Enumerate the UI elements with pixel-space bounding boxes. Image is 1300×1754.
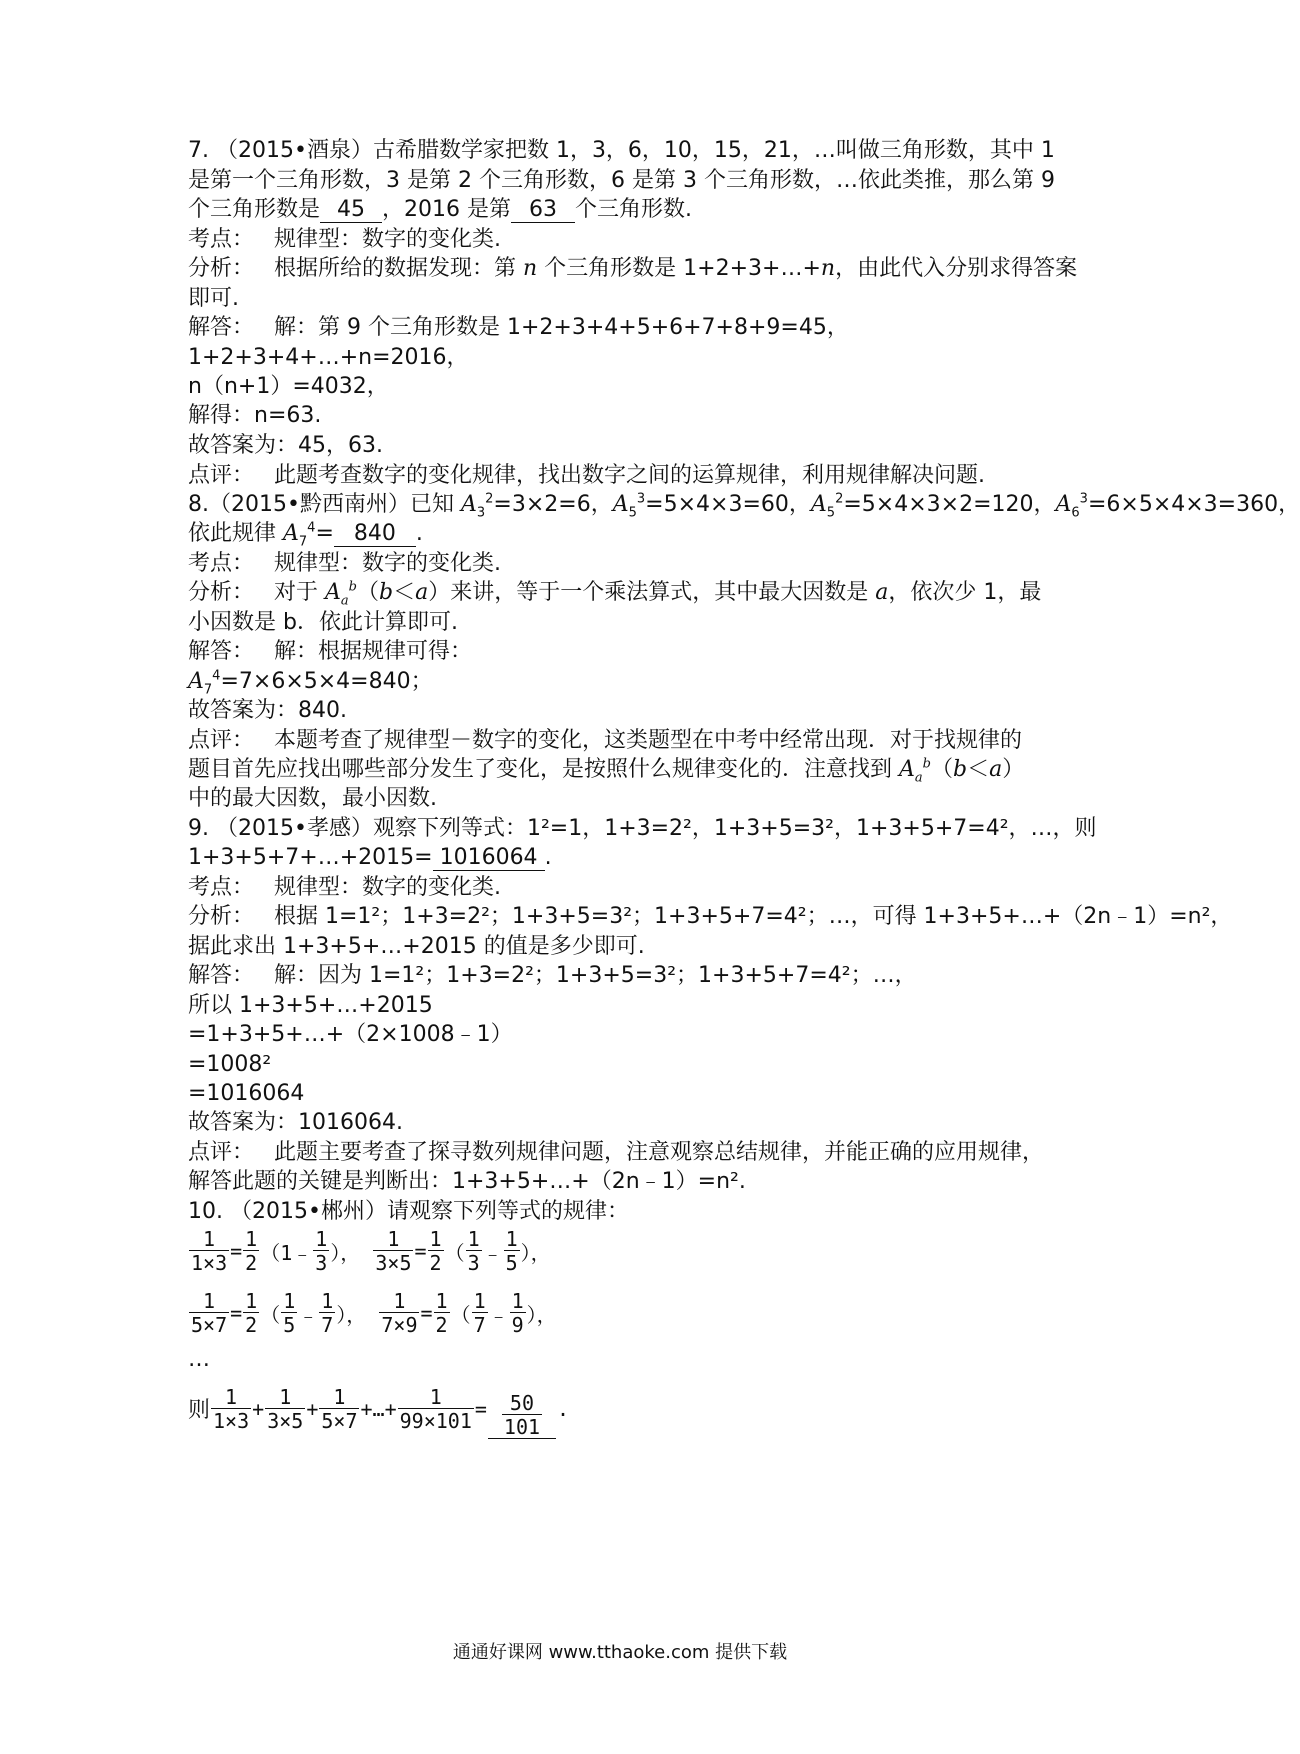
q8-dianping-3: 中的最大因数，最小因数. <box>188 786 437 811</box>
q7-jieda-5: 故答案为：45，63. <box>188 433 383 458</box>
q9-jieda-2: 所以 1+3+5+…+2015 <box>188 993 433 1018</box>
q8-dianping <box>188 726 1068 756</box>
fenxi-label: 分析： <box>188 904 255 929</box>
fenxi-text: 根据 1=1²；1+3=2²；1+3+5=3²；1+3+5+7=4²；…，可得 1+3+5+…+（2n﹣1）=n²， <box>274 904 1233 929</box>
kaodian-label: 考点： <box>188 227 255 252</box>
fenxi-text: 根据所给的数据发现：第 <box>274 256 523 281</box>
dianping-text: 此题主要考查了探寻数列规律问题，注意观察总结规律，并能正确的应用规律， <box>274 1140 1045 1165</box>
q8-fenxi-line2: 小因数是 b．依此计算即可. <box>188 610 458 635</box>
q9-dianping <box>188 1138 1068 1168</box>
dianping-label: 点评： <box>188 728 255 753</box>
q9-jieda-5: =1016064 <box>188 1081 305 1106</box>
q7-text: 个三角形数是 <box>188 197 321 222</box>
fraction: $\frac{1}{99\times 101}$ <box>399 1384 472 1433</box>
dianping-text: 本题考查了规律型－数字的变化，这类题型在中考中经常出现．对于找规律的 <box>274 728 1023 753</box>
q10-answer-numerator: 50 <box>509 1391 535 1415</box>
q7-kaodian <box>188 225 1068 255</box>
q9-text: . <box>544 845 552 870</box>
q8-line2: 依此规律 $A_7^4= 840$ . <box>188 520 423 550</box>
q9-fenxi-2: 据此求出 1+3+5+…+2015 的值是多少即可. <box>188 934 645 959</box>
q9-jieda <box>188 961 1068 991</box>
jieda-text: 解：第 9 个三角形数是 1+2+3+4+5+6+7+8+9=45， <box>274 315 849 340</box>
fenxi-text: 个三角形数是 1+2+3+…+ <box>537 256 821 281</box>
fraction: $\frac{1}{5}$ <box>283 1289 296 1337</box>
kaodian-text: 规律型：数字的变化类. <box>274 551 501 576</box>
fraction: $\frac{1}{2}$ <box>429 1227 442 1275</box>
fraction: $\frac{1}{7}$ <box>473 1289 486 1337</box>
fenxi-label: 分析： <box>188 256 255 281</box>
q7-line2: 是第一个三角形数，3 是第 2 个三角形数，6 是第 3 个三角形数，…依此类推，那么第 9 <box>188 168 1055 193</box>
fraction: $\frac{1}{3}$ <box>467 1227 480 1275</box>
q10-ellipsis: … <box>188 1347 210 1372</box>
q10-answer <box>488 1392 556 1439</box>
dianping-text: 题目首先应找出哪些部分发生了变化，是按照什么规律变化的．注意找到 <box>188 757 899 782</box>
fraction: $\frac{1}{3\times 5}$ <box>267 1384 304 1433</box>
fraction: $\frac{1}{2}$ <box>435 1289 448 1337</box>
fraction: $\frac{1}{2}$ <box>245 1227 258 1275</box>
fenxi-label: 分析： <box>188 580 255 605</box>
dianping-label: 点评： <box>188 1140 255 1165</box>
q10-ze: 则 <box>188 1398 211 1423</box>
q7-jieda <box>188 313 1068 343</box>
q8-fenxi: 分析： 对于 $A_a^b(b<a)$来讲，等于一个乘法算式，其中最大因数是 a，依次少 1，最 <box>188 579 1042 609</box>
q8-dianping-2: 题目首先应找出哪些部分发生了变化，是按照什么规律变化的．注意找到 $A_a^b(b<a)$ <box>188 756 1025 786</box>
page-footer: 通通好课网 www.tthaoke.com 提供下载 <box>452 1642 788 1663</box>
q8-jieda-2: $A_7^4=7\times 6\times 5\times 4=840$； <box>188 668 433 698</box>
q10-equation-row-2: $\frac{1}{5\times 7}$ = $\frac{1}{2}$ （ $\frac{1}{5}$ ﹣ $\frac{1}{7}$ ）， $\frac{1}{7\times 9}$ = $\frac{1}{2}$ （ $\frac{1}{7}$ ﹣ $\frac{1}{9}$ ）， <box>191 1289 557 1337</box>
q9-fenxi <box>188 902 1233 932</box>
kaodian-label: 考点： <box>188 551 255 576</box>
fraction: $\frac{1}{9}$ <box>511 1289 524 1337</box>
fraction: $\frac{1}{2}$ <box>245 1289 258 1337</box>
kaodian-text: 规律型：数字的变化类. <box>274 227 501 252</box>
q8-line1: 8.（2015•黔西南州）已知 $A_3^2=3\times 2=6$，$A_5^3=5\times 4\times 3=60$，$A_5^2=5\times 4\times 3\times 2=120$，$A_6^3=6\times 5\times 4\times 3=360$， <box>188 491 1300 521</box>
q8-kaodian <box>188 549 1068 579</box>
jieda-text: 解：因为 1=1²；1+3=2²；1+3+5=3²；1+3+5+7=4²；…， <box>274 963 917 988</box>
fraction: $\frac{1}{5\times 7}$ <box>321 1384 358 1433</box>
q9-text: 1+3+5+7+…+2015= <box>188 845 433 870</box>
dianping-text: 此题考查数字的变化规律，找出数字之间的运算规律，利用规律解决问题. <box>274 463 985 488</box>
q10-equation-sum: 则 $\frac{1}{1\times 3}$ + $\frac{1}{3\times 5}$ + $\frac{1}{5\times 7}$ +…+ $\frac{1}{99\times 101}$ = $\frac{50}{101}$ . <box>188 1384 570 1439</box>
q9-jieda-6: 故答案为：1016064. <box>188 1110 403 1135</box>
jieda-text: 解：根据规律可得： <box>274 639 473 664</box>
jieda-label: 解答： <box>188 963 255 988</box>
kaodian-label: 考点： <box>188 875 255 900</box>
fraction: $\frac{1}{3}$ <box>315 1227 328 1275</box>
q9-kaodian <box>188 873 1068 903</box>
q7-text: ，2016 是第 <box>382 197 511 222</box>
q9-line2 <box>188 843 1068 873</box>
q8-answer: 840 <box>334 522 416 547</box>
q7-jieda-3: n（n+1）=4032， <box>188 374 389 399</box>
fraction: $\frac{1}{5\times 7}$ <box>191 1289 228 1337</box>
q7-answer-1: 45 <box>320 198 382 223</box>
kaodian-text: 规律型：数字的变化类. <box>274 875 501 900</box>
q9-answer: 1016064 <box>433 846 545 871</box>
fraction: $\frac{1}{1\times 3}$ <box>191 1227 228 1275</box>
q8-text: 8.（2015•黔西南州）已知 <box>188 492 461 517</box>
q10-answer-denominator: 101 <box>503 1415 541 1439</box>
q8-jieda <box>188 637 1068 667</box>
jieda-label: 解答： <box>188 639 255 664</box>
q7-fenxi <box>188 254 1078 284</box>
q7-jieda-2: 1+2+3+4+…+n=2016， <box>188 345 469 370</box>
fraction: $\frac{1}{5}$ <box>505 1227 518 1275</box>
var-n: n <box>820 256 836 281</box>
fenxi-text: ，由此代入分别求得答案 <box>835 256 1078 281</box>
q7-fenxi-line2: 即可. <box>188 286 239 311</box>
q7-text: 个三角形数. <box>575 197 692 222</box>
q7-line3 <box>188 195 1068 225</box>
q9-jieda-3: =1+3+5+…+（2×1008﹣1） <box>188 1022 513 1047</box>
q7-jieda-4: 解得：n=63. <box>188 403 322 428</box>
q7-line1: 7. （2015•酒泉）古希腊数学家把数 1，3，6，10，15，21，…叫做三角形数，其中 1 <box>188 138 1055 163</box>
fraction: $\frac{1}{7\times 9}$ <box>381 1289 418 1337</box>
q9-line1: 9. （2015•孝感）观察下列等式：1²=1，1+3=2²，1+3+5=3²，1+3+5+7=4²，…，则 <box>188 816 1097 841</box>
q9-jieda-4: =1008² <box>188 1052 272 1077</box>
q9-dianping-2: 解答此题的关键是判断出：1+3+5+…+（2n﹣1）=n². <box>188 1169 746 1194</box>
q10-equation-row-1: $\frac{1}{1\times 3}$ = $\frac{1}{2}$ （1﹣ $\frac{1}{3}$ ）， $\frac{1}{3\times 5}$ = $\frac{1}{2}$ （ $\frac{1}{3}$ ﹣ $\frac{1}{5}$ ）， <box>191 1227 551 1275</box>
fraction: $\frac{1}{3\times 5}$ <box>375 1227 412 1275</box>
q7-answer-2: 63 <box>511 198 575 223</box>
q7-dianping <box>188 461 1068 491</box>
var-n: n <box>523 256 538 281</box>
jieda-label: 解答： <box>188 315 255 340</box>
fraction: $\frac{1}{7}$ <box>321 1289 334 1337</box>
q8-jieda-3: 故答案为：840. <box>188 698 347 723</box>
q10-line1: 10. （2015•郴州）请观察下列等式的规律： <box>188 1199 629 1224</box>
fraction: $\frac{1}{1\times 3}$ <box>213 1384 250 1433</box>
dianping-label: 点评： <box>188 463 255 488</box>
